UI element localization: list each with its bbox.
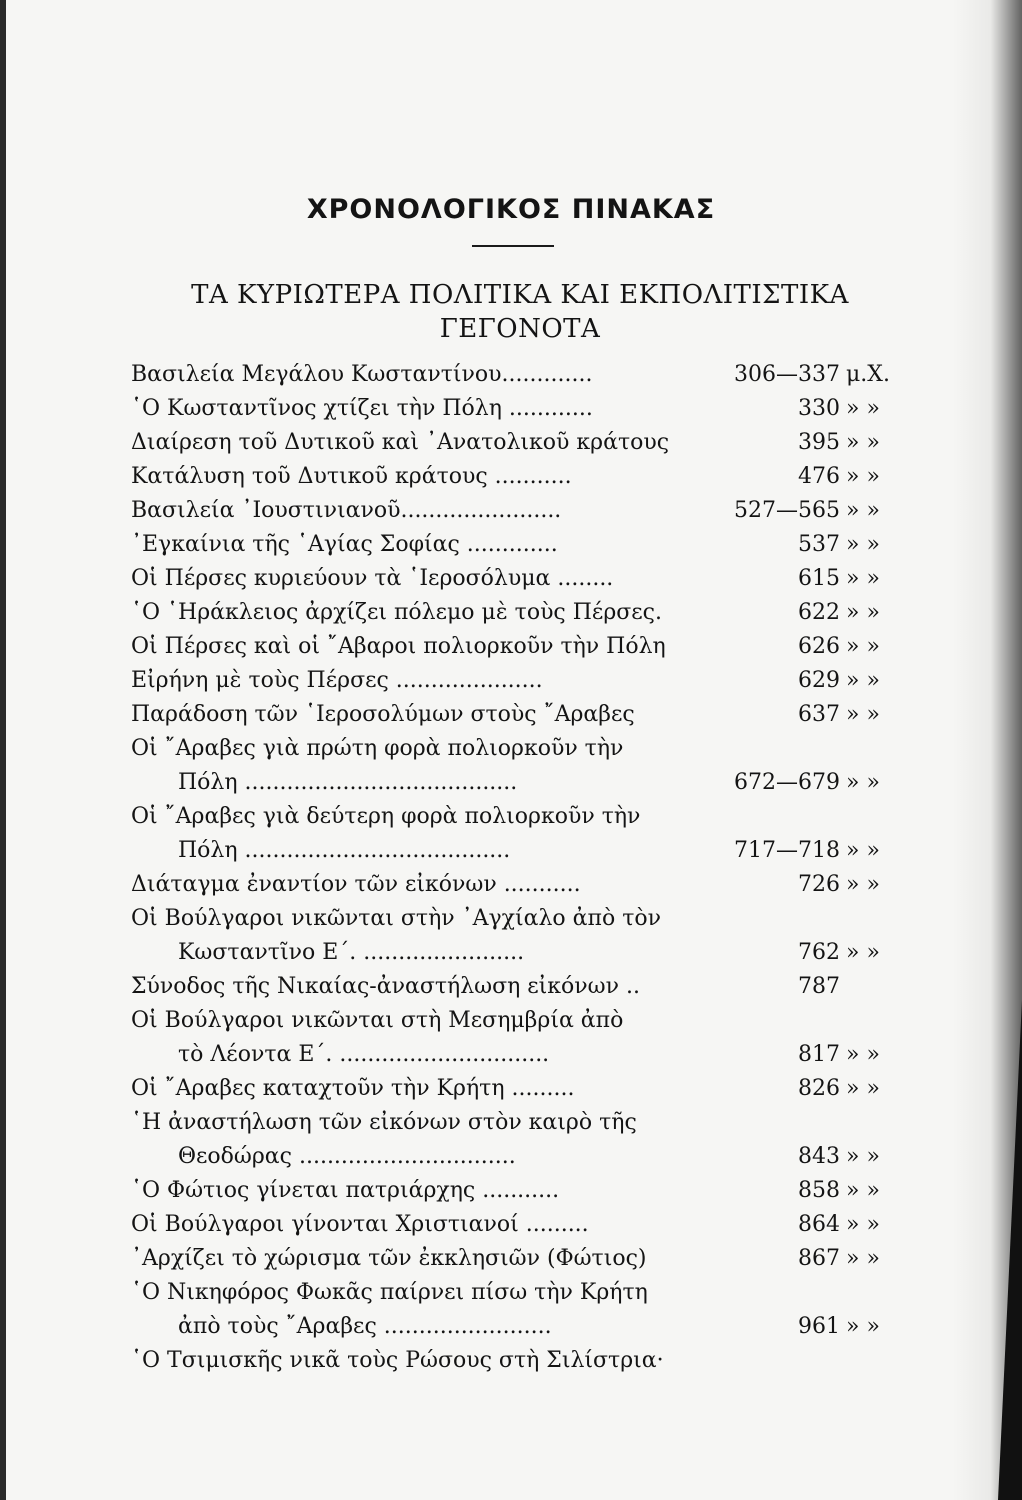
event-row: [0, 702, 1022, 736]
event-description: Οἱ Πέρσες καὶ οἱ ῎Αβαροι πολιορκοῦν τὴν Πόλη: [131, 634, 666, 659]
era-mark: » »: [846, 464, 880, 489]
event-row: [0, 396, 1022, 430]
era-mark: » »: [846, 702, 880, 727]
era-mark: » »: [846, 430, 880, 455]
event-row: [0, 532, 1022, 566]
event-year: 537: [798, 532, 840, 557]
event-description: ᾿Εγκαίνια τῆς ῾Αγίας Σοφίας .............: [131, 532, 558, 557]
event-description: ἀπὸ τοὺς ῎Αραβες ........................: [178, 1314, 552, 1339]
event-description: Θεοδώρας ...............................: [178, 1144, 516, 1169]
event-row: [0, 498, 1022, 532]
event-year: 826: [798, 1076, 840, 1101]
event-row: [0, 1008, 1022, 1042]
event-description: Κωσταντῖνο Ε΄. .......................: [178, 940, 525, 965]
event-row: [0, 770, 1022, 804]
era-mark: » »: [846, 668, 880, 693]
event-year: 717—718: [734, 838, 840, 863]
event-description: Οἱ Βούλγαροι νικῶνται στὴ Μεσημβρία ἀπὸ: [131, 1008, 624, 1033]
era-mark: » »: [846, 634, 880, 659]
event-row: [0, 1178, 1022, 1212]
era-mark: » »: [846, 566, 880, 591]
era-mark: » »: [846, 1246, 880, 1271]
subtitle-line-2: ΓΕΓΟΝΟΤΑ: [439, 314, 601, 344]
event-description: Οἱ ῎Αραβες γιὰ πρώτη φορὰ πολιορκοῦν τὴν: [131, 736, 624, 761]
event-year: 867: [798, 1246, 840, 1271]
event-description: Οἱ ῎Αραβες γιὰ δεύτερη φορὰ πολιορκοῦν τὴν: [131, 804, 641, 829]
event-row: [0, 668, 1022, 702]
era-mark: » »: [846, 1314, 880, 1339]
event-description: ῾Ο Φώτιος γίνεται πατριάρχης ...........: [131, 1178, 560, 1203]
event-description: ῾Ο Κωσταντῖνος χτίζει τὴν Πόλη ............: [131, 396, 593, 421]
event-year: 817: [798, 1042, 840, 1067]
event-row: [0, 804, 1022, 838]
event-description: ῾Η ἀναστήλωση τῶν εἰκόνων στὸν καιρὸ τῆς: [131, 1110, 637, 1135]
event-year: 629: [798, 668, 840, 693]
era-mark: » »: [846, 1212, 880, 1237]
event-year: 961: [798, 1314, 840, 1339]
era-mark: » »: [846, 1042, 880, 1067]
event-description: Διαίρεση τοῦ Δυτικοῦ καὶ ᾿Ανατολικοῦ κράτους: [131, 430, 670, 455]
event-row: [0, 838, 1022, 872]
event-description: Οἱ Βούλγαροι γίνονται Χριστιανοί .........: [131, 1212, 589, 1237]
event-row: [0, 1144, 1022, 1178]
event-row: [0, 872, 1022, 906]
event-year: 615: [798, 566, 840, 591]
era-mark: » »: [846, 396, 880, 421]
event-row: [0, 634, 1022, 668]
event-year: 858: [798, 1178, 840, 1203]
event-description: Οἱ ῎Αραβες καταχτοῦν τὴν Κρήτη .........: [131, 1076, 575, 1101]
event-description: Βασιλεία ᾿Ιουστινιανοῦ.......................: [131, 498, 562, 523]
subtitle-line-1: ΤΑ ΚΥΡΙΩΤΕΡΑ ΠΟΛΙΤΙΚΑ ΚΑΙ ΕΚΠΟΛΙΤΙΣΤΙΚΑ: [191, 280, 849, 310]
event-description: Σύνοδος τῆς Νικαίας-ἀναστήλωση εἰκόνων ..: [131, 974, 640, 999]
title-divider: [472, 245, 554, 247]
event-row: [0, 1076, 1022, 1110]
event-row: [0, 464, 1022, 498]
event-year: 476: [798, 464, 840, 489]
era-mark: » »: [846, 770, 880, 795]
event-year: 787: [798, 974, 840, 999]
event-year: 672—679: [734, 770, 840, 795]
era-mark: » »: [846, 940, 880, 965]
event-description: Κατάλυση τοῦ Δυτικοῦ κράτους ...........: [131, 464, 572, 489]
era-mark: » »: [846, 532, 880, 557]
event-row: [0, 1246, 1022, 1280]
event-description: ῾Ο Νικηφόρος Φωκᾶς παίρνει πίσω τὴν Κρήτη: [131, 1280, 648, 1305]
event-year: 527—565: [734, 498, 840, 523]
event-year: 726: [798, 872, 840, 897]
section-subtitle: [150, 278, 890, 346]
event-year: 622: [798, 600, 840, 625]
event-row: [0, 1314, 1022, 1348]
event-row: [0, 430, 1022, 464]
event-row: [0, 906, 1022, 940]
event-year: 843: [798, 1144, 840, 1169]
event-description: Οἱ Βούλγαροι νικῶνται στὴν ᾿Αγχίαλο ἀπὸ τὸν: [131, 906, 662, 931]
event-description: ῾Ο Τσιμισκῆς νικᾶ τοὺς Ρώσους στὴ Σιλίστρια·: [131, 1348, 664, 1373]
event-row: [0, 566, 1022, 600]
event-description: Πόλη ......................................: [178, 838, 511, 863]
era-mark: » »: [846, 838, 880, 863]
era-mark: » »: [846, 1076, 880, 1101]
event-row: [0, 974, 1022, 1008]
event-description: Εἰρήνη μὲ τοὺς Πέρσες .....................: [131, 668, 543, 693]
era-mark: » »: [846, 1178, 880, 1203]
event-row: [0, 600, 1022, 634]
event-description: Οἱ Πέρσες κυριεύουν τὰ ῾Ιεροσόλυμα ........: [131, 566, 614, 591]
event-description: ῾Ο ῾Ηράκλειος ἀρχίζει πόλεμο μὲ τοὺς Πέρσες.: [131, 600, 662, 625]
event-row: [0, 1042, 1022, 1076]
event-description: Παράδοση τῶν ῾Ιεροσολύμων στοὺς ῎Αραβες: [131, 702, 635, 727]
event-row: [0, 1280, 1022, 1314]
event-description: Διάταγμα ἐναντίον τῶν εἰκόνων ...........: [131, 872, 581, 897]
event-row: [0, 362, 1022, 396]
event-row: [0, 1212, 1022, 1246]
event-description: ᾿Αρχίζει τὸ χώρισμα τῶν ἐκκλησιῶν (Φώτιος): [131, 1246, 647, 1271]
era-mark: » »: [846, 600, 880, 625]
era-mark: » »: [846, 872, 880, 897]
event-description: Βασιλεία Μεγάλου Κωσταντίνου.............: [131, 362, 593, 387]
event-year: 762: [798, 940, 840, 965]
event-row: [0, 736, 1022, 770]
event-description: τὸ Λέοντα Ε΄. ..............................: [178, 1042, 550, 1067]
event-description: Πόλη .......................................: [178, 770, 518, 795]
era-mark: μ.Χ.: [846, 362, 890, 387]
event-year: 864: [798, 1212, 840, 1237]
event-year: 395: [798, 430, 840, 455]
event-year: 330: [798, 396, 840, 421]
event-year: 626: [798, 634, 840, 659]
event-row: [0, 940, 1022, 974]
event-year: 306—337: [734, 362, 840, 387]
era-mark: » »: [846, 1144, 880, 1169]
page-title: ΧΡΟΝΟΛΟΓΙΚΟΣ ΠΙΝΑΚΑΣ: [306, 194, 716, 225]
era-mark: » »: [846, 498, 880, 523]
event-year: 637: [798, 702, 840, 727]
event-row: [0, 1348, 1022, 1382]
event-row: [0, 1110, 1022, 1144]
